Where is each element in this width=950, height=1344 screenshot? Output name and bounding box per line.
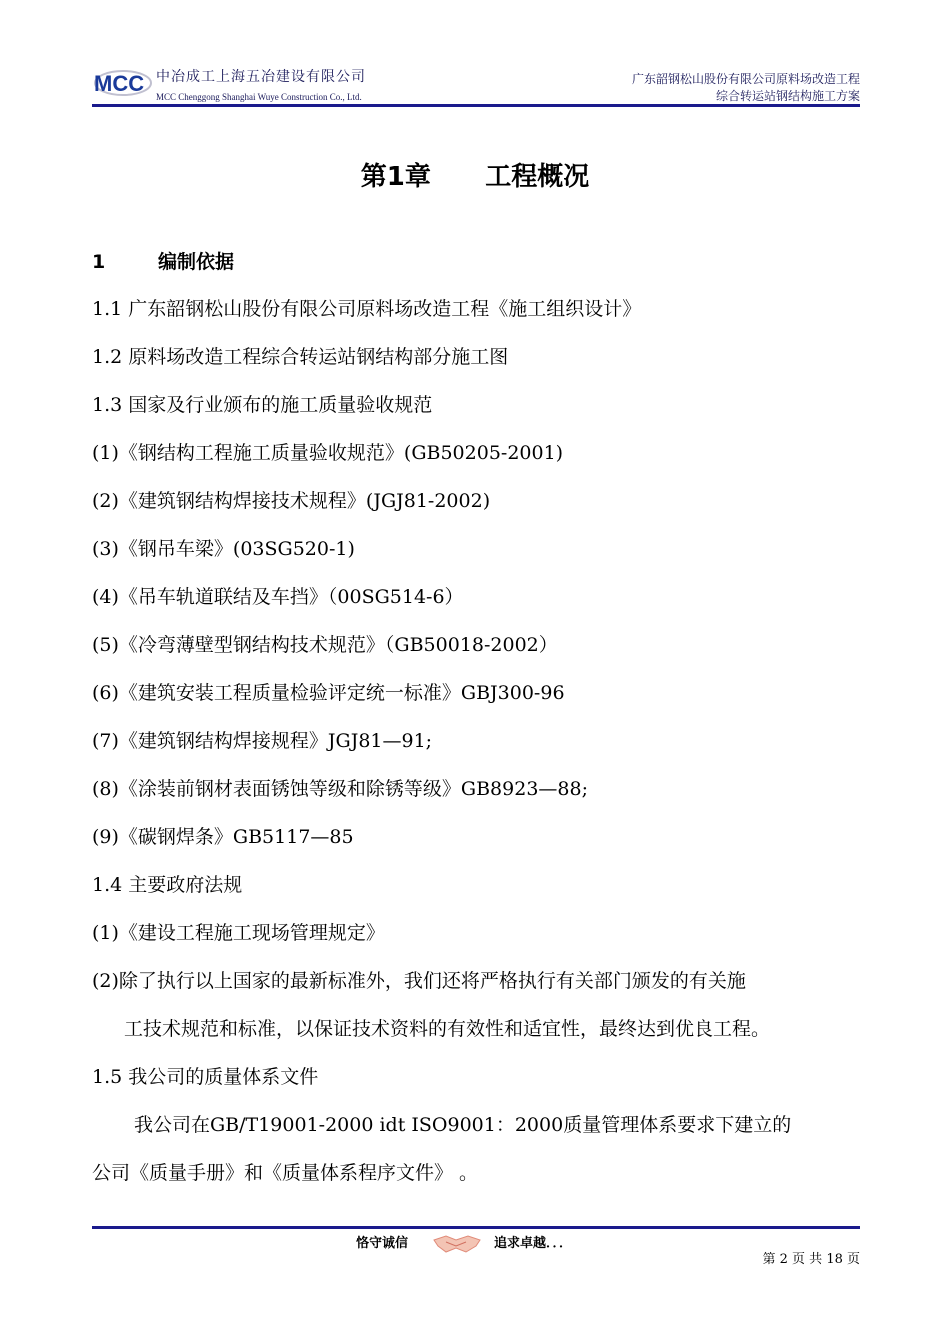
mcc-logo-icon bbox=[92, 64, 154, 102]
list-item: (2)《建筑钢结构焊接技术规程》(JGJ81-2002) bbox=[92, 490, 491, 512]
list-item: (2)除了执行以上国家的最新标准外，我们还将严格执行有关部门颁发的有关施 bbox=[92, 970, 746, 992]
section-heading bbox=[92, 250, 234, 274]
list-item: (6)《建筑安装工程质量检验评定统一标准》GBJ300-96 bbox=[92, 682, 565, 704]
project-name: 广东韶钢松山股份有限公司原料场改造工程 bbox=[631, 72, 860, 86]
logo-text: MCC bbox=[94, 71, 145, 96]
list-item: (7)《建筑钢结构焊接规程》JGJ81—91; bbox=[92, 730, 433, 752]
section-number: 1 bbox=[92, 251, 106, 273]
page-number: 第 2 页 共 18 页 bbox=[762, 1252, 860, 1267]
footer-rule bbox=[92, 1226, 860, 1229]
company-name-en: MCC Chenggong Shanghai Wuye Construction Co., Ltd. bbox=[156, 92, 362, 102]
list-item: (3)《钢吊车梁》(03SG520-1) bbox=[92, 538, 355, 560]
header-rule bbox=[92, 104, 860, 107]
footer-slogan-right: 追求卓越．．． bbox=[494, 1236, 573, 1251]
list-item: (8)《涂装前钢材表面锈蚀等级和除锈等级》GB8923—88; bbox=[92, 778, 588, 800]
body-line: 1.1 广东韶钢松山股份有限公司原料场改造工程《施工组织设计》 bbox=[92, 298, 642, 320]
chapter-title: 第1章 工程概况 bbox=[360, 162, 590, 192]
document-name: 综合转运站钢结构施工方案 bbox=[715, 89, 860, 103]
section-title: 编制依据 bbox=[158, 251, 235, 273]
list-item: (4)《吊车轨道联结及车挡》（00SG514-6） bbox=[92, 586, 464, 608]
paragraph-line: 我公司在GB/T19001-2000 idt ISO9001：2000质量管理体系要求下建立的 bbox=[134, 1114, 792, 1136]
list-item: (5)《冷弯薄壁型钢结构技术规范》（GB50018-2002） bbox=[92, 634, 558, 656]
company-name-cn: 中冶成工上海五冶建设有限公司 bbox=[156, 69, 366, 85]
list-item: (1)《钢结构工程施工质量验收规范》(GB50205-2001) bbox=[92, 442, 564, 464]
list-item: (9)《碳钢焊条》GB5117—85 bbox=[92, 826, 354, 848]
handshake-icon bbox=[432, 1230, 482, 1256]
body-line: 1.4 主要政府法规 bbox=[92, 874, 243, 896]
body-line: 1.2 原料场改造工程综合转运站钢结构部分施工图 bbox=[92, 346, 509, 368]
footer-slogan-left: 恪守诚信 bbox=[356, 1236, 409, 1251]
list-item: (1)《建设工程施工现场管理规定》 bbox=[92, 922, 385, 944]
list-item-continued: 工技术规范和标准，以保证技术资料的有效性和适宜性，最终达到优良工程。 bbox=[124, 1018, 771, 1040]
body-line: 1.5 我公司的质量体系文件 bbox=[92, 1066, 319, 1088]
paragraph-line: 公司《质量手册》和《质量体系程序文件》 。 bbox=[92, 1162, 479, 1184]
page-header bbox=[92, 62, 860, 106]
body-line: 1.3 国家及行业颁布的施工质量验收规范 bbox=[92, 394, 433, 416]
